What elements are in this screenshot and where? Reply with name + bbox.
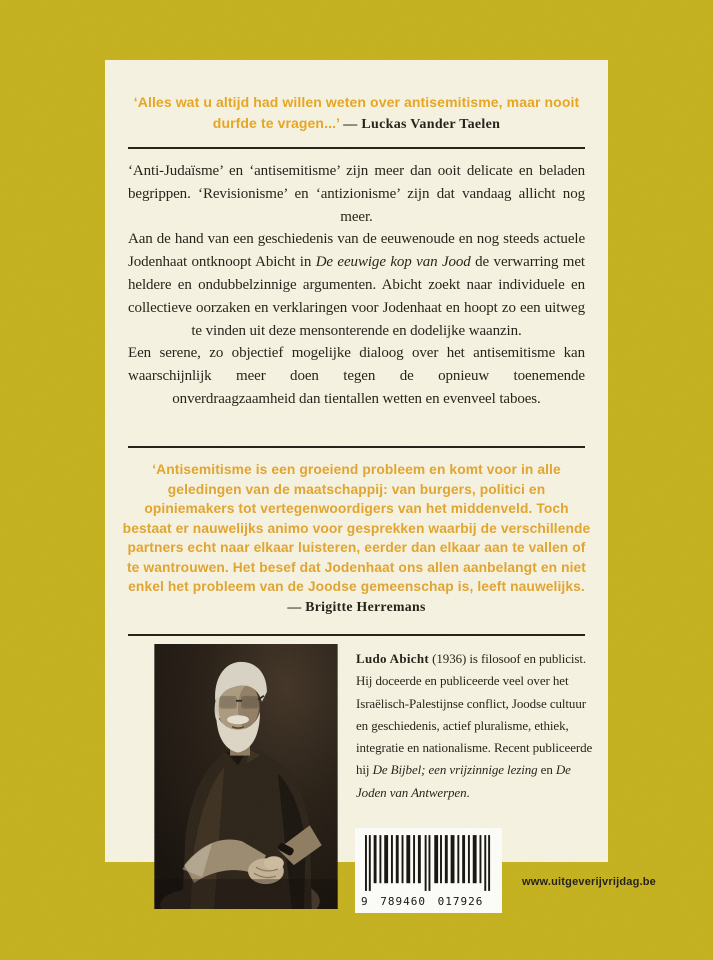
website-url: www.uitgeverijvrijdag.be bbox=[522, 876, 656, 888]
barcode-bars bbox=[365, 834, 492, 892]
divider-middle bbox=[128, 446, 585, 448]
blurb-paragraph-1 bbox=[128, 160, 585, 228]
pull-quote-attribution: Brigitte Herremans bbox=[305, 598, 426, 614]
blurb-paragraph-3-text: Een serene, zo objectief mogelijke dialoog over het antisemitisme kan waarschijnlijk meer doen tegen de opnieuw toenemende onverdraagzaamheid dan tientallen wetten en evenveel taboes. bbox=[128, 345, 585, 407]
blurb-paragraph-2-text: Aan de hand van een geschiedenis van de eeuwenoude en nog steeds actuele Jodenhaat ontknoopt Abicht in bbox=[128, 231, 585, 271]
blurb-paragraph-3 bbox=[128, 342, 585, 410]
em-dash: — bbox=[287, 598, 302, 614]
top-quote-attribution: Luckas Vander Taelen bbox=[361, 117, 501, 132]
blurb-paragraph-1-text: ‘Anti-Judaïsme’ en ‘antisemitisme’ zijn meer dan ooit delicate en beladen begrippen. ‘Revisionisme’ en ‘antizionisme’ zijn dat vandaag allicht nog meer. bbox=[128, 163, 585, 225]
blurb-paragraph-2 bbox=[128, 228, 585, 342]
blurb-paragraph-2-text-cont: de verwarring met heldere en ondubbelzinnige argumenten. Abicht zoekt naar individuele en collectieve oorzaken en verklaringen voor Jodenhaat en hoopt zo een uitweg te vinden uit deze mensonterende en dodelijke waanzin. bbox=[128, 254, 586, 339]
book-title-italic: De Bijbel; een vrijzinnige lezing bbox=[372, 762, 538, 778]
divider-top bbox=[128, 147, 585, 149]
author-name: Ludo Abicht bbox=[356, 651, 430, 666]
pull-quote bbox=[121, 460, 592, 616]
book-title-italic: De eeuwige kop van Jood bbox=[315, 254, 471, 271]
author-bio bbox=[356, 648, 596, 804]
em-dash: — bbox=[343, 117, 358, 132]
pull-quote-text: ‘Antisemitisme is een groeiend probleem en komt voor in alle geledingen van de maatschappij: van burgers, politici en opiniemakers tot vertegenwoordigers van het middenveld. Toch bestaat er nauwelijks animo voor gesprekken waarbij de verschillende partners echt naar elkaar luisteren, eerder dan elkaar aan te vallen of te wantrouwen. Het besef dat Jodenhaat ons allen aanbelangt en niet enkel het probleem van de Joodse gemeenschap is, leeft nauwelijks. bbox=[122, 462, 591, 594]
author-photo bbox=[154, 644, 338, 909]
barcode-digits: 9 789460 017926 bbox=[361, 895, 484, 908]
author-bio-period: . bbox=[466, 784, 470, 800]
top-quote bbox=[125, 92, 588, 135]
barcode bbox=[355, 828, 502, 913]
book-title-italic: De Joden van Antwerpen bbox=[356, 762, 571, 800]
author-bio-conjunction: en bbox=[537, 762, 556, 778]
author-bio-text: (1936) is filosoof en publicist. Hij doceerde en publiceerde veel over het Israëlisch-Palestijnse conflict, Joodse cultuur en geschiedenis, actief pluralisme, ethiek, integratie en nationalisme. Recent publiceerde hij bbox=[356, 651, 593, 778]
divider-bottom bbox=[128, 634, 585, 636]
top-quote-text: ‘Alles wat u altijd had willen weten over antisemitisme, maar nooit durfde te vragen...’ bbox=[133, 94, 580, 131]
author-portrait-graphic bbox=[154, 644, 338, 909]
blurb bbox=[128, 160, 585, 444]
